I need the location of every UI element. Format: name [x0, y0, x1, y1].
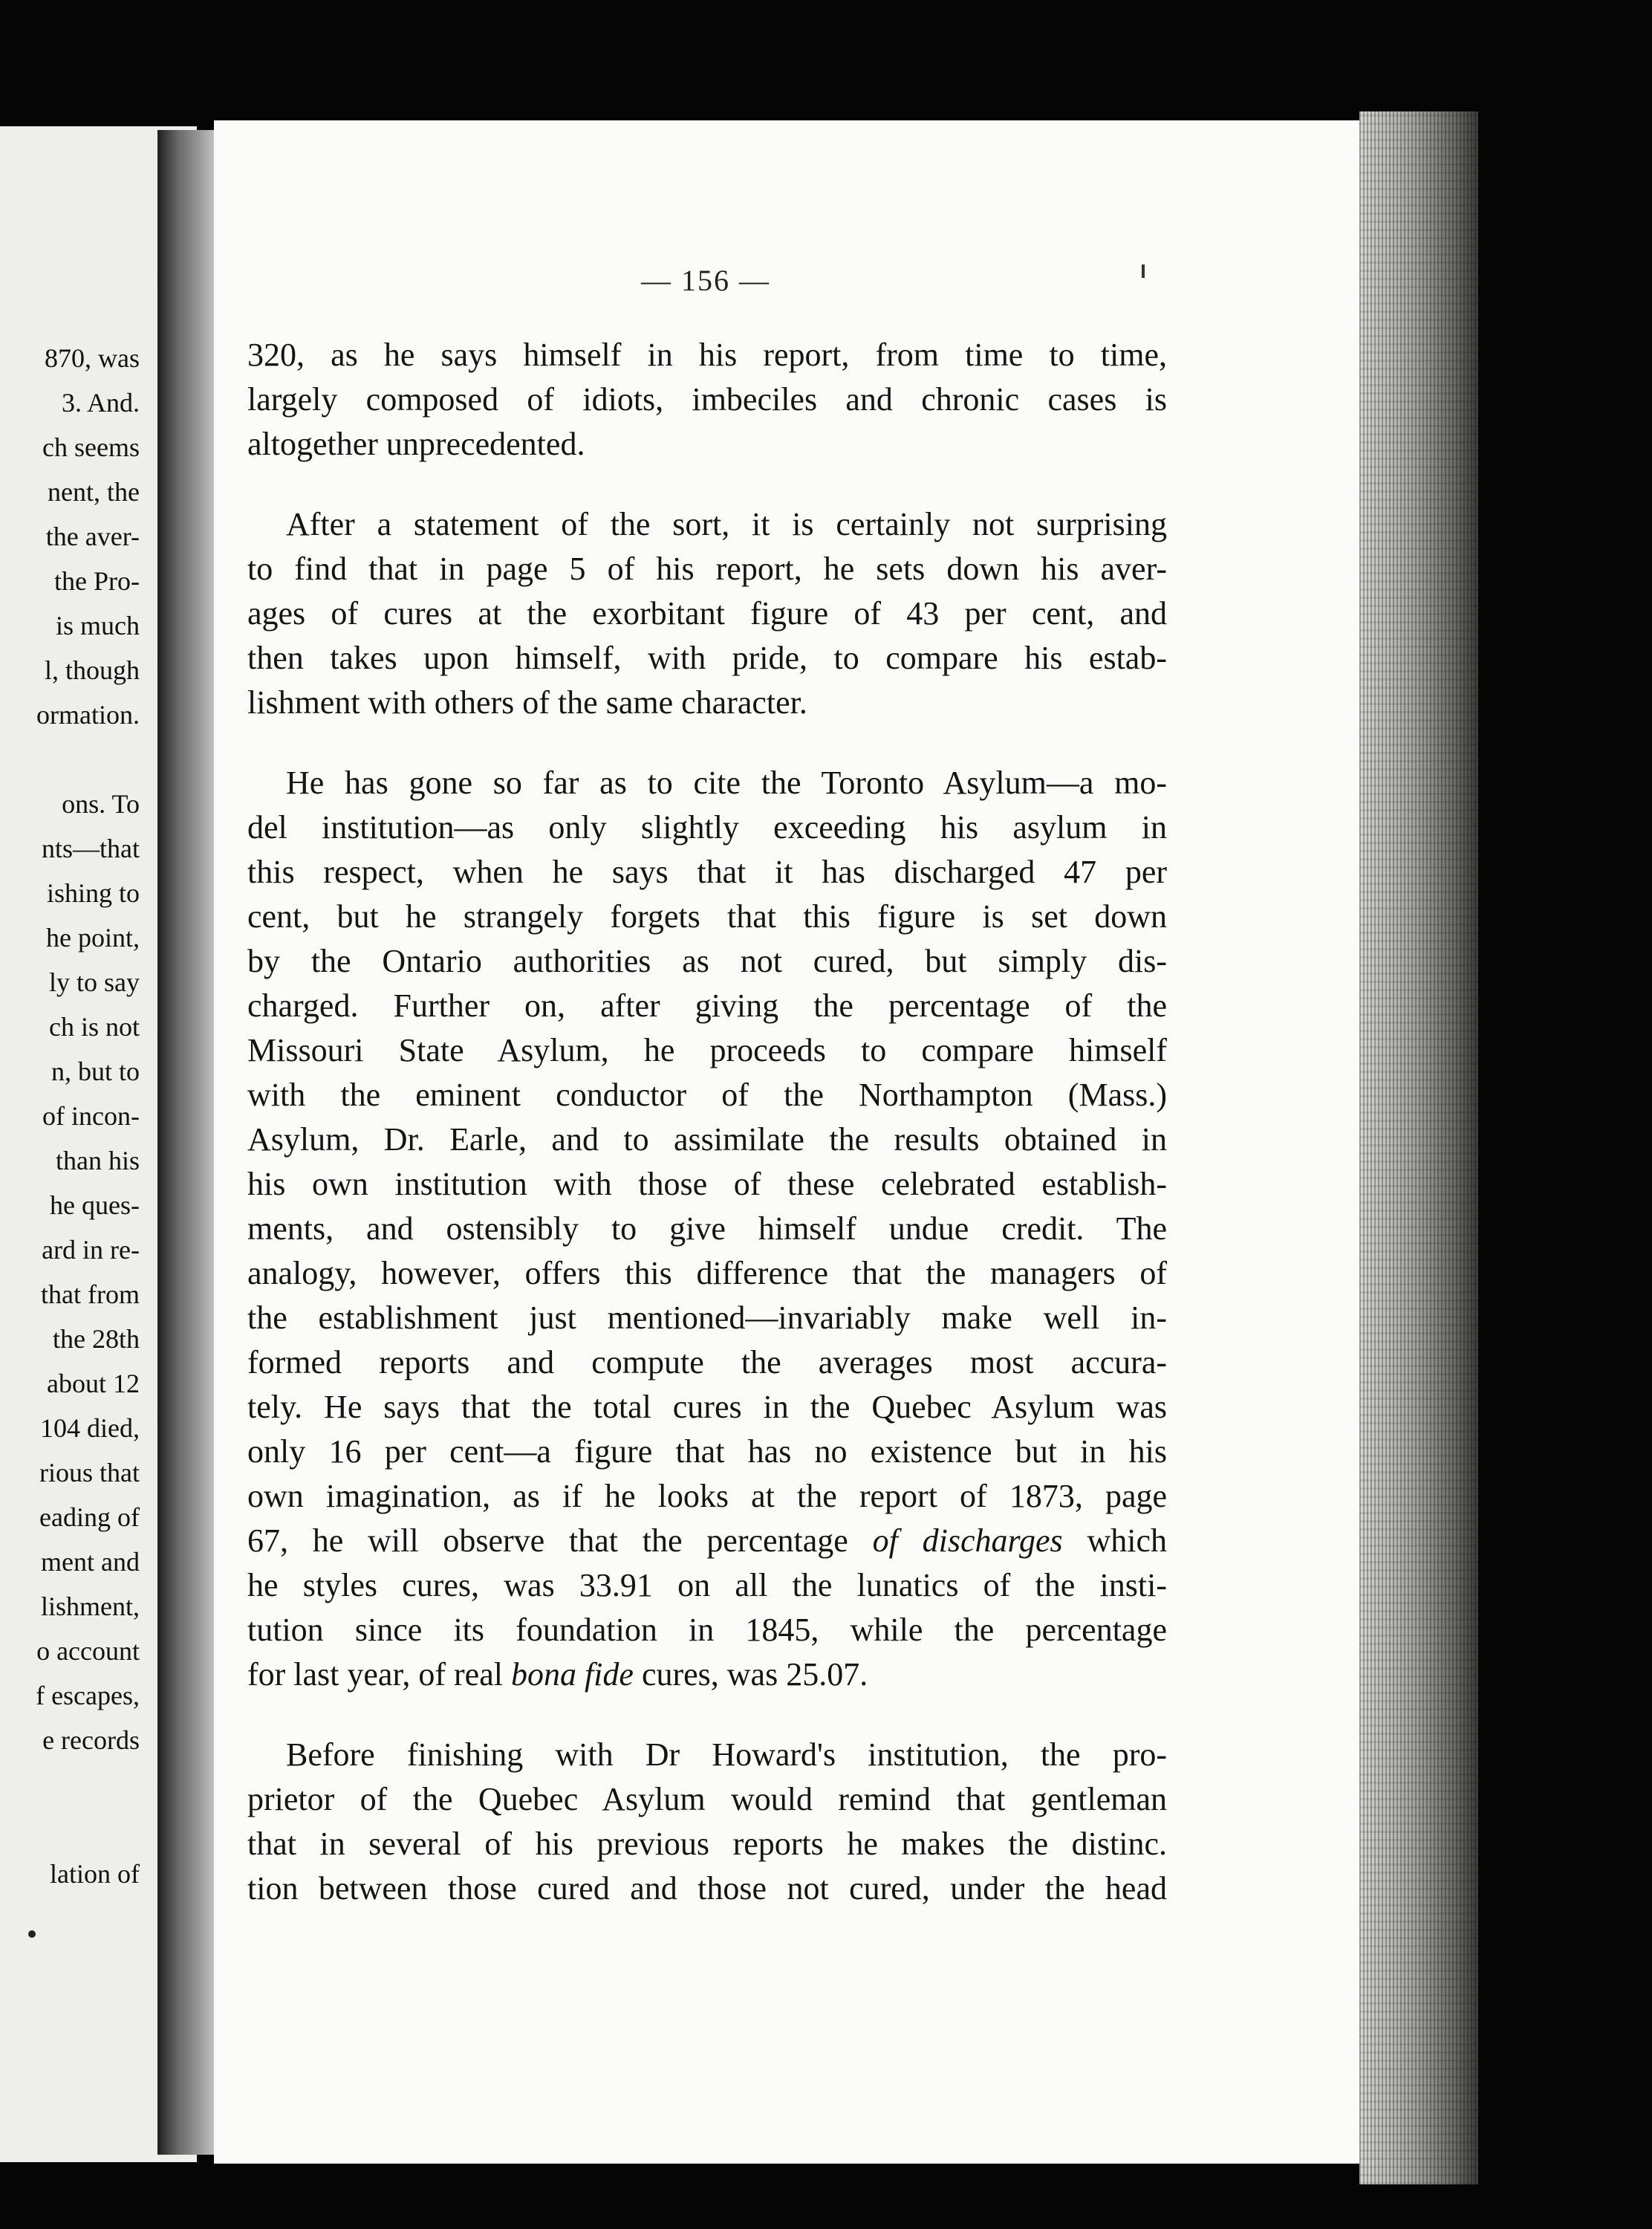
text-line-with-italic [247, 1652, 1167, 1697]
text-line: prietor of the Quebec Asylum would remind that gentleman [247, 1781, 1167, 1817]
facing-line [0, 1762, 140, 1807]
text-line: tely. He says that the total cures in the Quebec Asylum was [247, 1389, 1167, 1425]
page-edge-fore-edge [1359, 111, 1478, 2184]
text-line: Asylum, Dr. Earle, and to assimilate the results obtained in [247, 1121, 1167, 1158]
facing-line: nts—that [42, 834, 140, 863]
facing-line: the aver- [45, 522, 140, 551]
italic-text: bona fide [510, 1656, 634, 1693]
book-gutter [157, 130, 217, 2155]
facing-line: ch seems [42, 432, 140, 462]
text-line: ments, and ostensibly to give himself undue credit. The [247, 1210, 1167, 1247]
ink-mark [1142, 265, 1145, 278]
facing-line: the 28th [53, 1324, 140, 1354]
text-line: cent, but he strangely forgets that this figure is set down [247, 898, 1167, 935]
text-line: the establishment just mentioned—invariably make well in- [247, 1300, 1167, 1336]
facing-line: ishing to [46, 878, 140, 908]
text-line: own imagination, as if he looks at the report of 1873, page [247, 1478, 1167, 1514]
facing-line: the Pro- [54, 566, 140, 596]
page-number: — 156 — [641, 264, 770, 297]
body-text [247, 333, 1167, 1911]
facing-line: ormation. [36, 700, 140, 730]
text-line: After a statement of the sort, it is certainly not surprising [286, 506, 1167, 542]
text-line: his own institution with those of these celebrated establish- [247, 1166, 1167, 1202]
text-run: 67, he will observe that the percentage [247, 1522, 848, 1559]
facing-line: he ques- [50, 1190, 140, 1220]
text-line: tution since its foundation in 1845, while the percentage [247, 1612, 1167, 1648]
text-line: tion between those cured and those not cured, under the head [247, 1870, 1167, 1907]
facing-line: lishment, [41, 1592, 140, 1621]
text-line: only 16 per cent—a figure that has no existence but in his [247, 1433, 1167, 1470]
text-line: Missouri State Asylum, he proceeds to compare himself [247, 1032, 1167, 1068]
text-line: He has gone so far as to cite the Toronto Asylum—a mo- [286, 765, 1167, 801]
facing-line: nent, the [48, 477, 140, 507]
facing-line: l, though [44, 655, 140, 685]
facing-line: 104 died, [40, 1413, 140, 1443]
facing-line: n, but to [51, 1057, 140, 1086]
facing-line: eading of [39, 1502, 140, 1532]
facing-line: ard in re- [42, 1235, 140, 1265]
facing-line: that from [41, 1279, 140, 1309]
text-line: analogy, however, offers this difference that the managers of [247, 1255, 1167, 1291]
facing-line: is much [56, 611, 140, 640]
text-line: this respect, when he says that it has discharged 47 per [247, 854, 1167, 890]
facing-line: o account [36, 1636, 140, 1666]
facing-line: rious that [39, 1458, 140, 1487]
facing-line: about 12 [47, 1369, 140, 1398]
text-line-with-italic [247, 1519, 1167, 1563]
text-line: largely composed of idiots, imbeciles and chronic cases is [247, 381, 1167, 418]
text-line: charged. Further on, after giving the percentage of the [247, 987, 1167, 1024]
text-line: Before finishing with Dr Howard's institution, the pro- [286, 1736, 1167, 1773]
facing-line: ly to say [49, 967, 140, 997]
facing-line [0, 737, 140, 782]
text-run: cures, was 25.07. [641, 1656, 868, 1693]
facing-line: f escapes, [36, 1681, 140, 1710]
paragraph [247, 333, 1167, 467]
facing-line: ons. To [62, 789, 140, 819]
facing-line: he point, [46, 923, 140, 953]
facing-line: of incon- [42, 1101, 140, 1131]
facing-line: 3. And. [61, 388, 140, 418]
text-line: then takes upon himself, with pride, to compare his estab- [247, 640, 1167, 676]
text-line: lishment with others of the same character. [247, 684, 807, 721]
facing-line: e records [42, 1725, 140, 1755]
text-line: he styles cures, was 33.91 on all the lunatics of the insti- [247, 1567, 1167, 1603]
italic-text: of discharges [872, 1522, 1063, 1559]
ink-dot [28, 1930, 36, 1938]
text-line: del institution—as only slightly exceeding his asylum in [247, 809, 1167, 846]
facing-line [0, 1807, 140, 1852]
facing-line: 870, was [45, 343, 140, 373]
text-line: ages of cures at the exorbitant figure of 43 per cent, and [247, 595, 1167, 632]
text-line: 320, as he says himself in his report, from time to time, [247, 337, 1167, 373]
facing-line: ch is not [49, 1012, 140, 1042]
paragraph [247, 502, 1167, 725]
text-line: with the eminent conductor of the Northampton (Mass.) [247, 1077, 1167, 1113]
text-line: by the Ontario authorities as not cured, but simply dis- [247, 943, 1167, 979]
text-line: that in several of his previous reports he makes the distinc. [247, 1826, 1167, 1862]
facing-page-text [0, 336, 140, 1896]
text-line: formed reports and compute the averages most accura- [247, 1344, 1167, 1380]
text-run: which [1087, 1522, 1167, 1559]
facing-line: ment and [41, 1547, 140, 1577]
facing-line: than his [56, 1146, 140, 1175]
paragraph [247, 1733, 1167, 1911]
text-run: for last year, of real [247, 1656, 503, 1693]
text-line: altogether unprecedented. [247, 426, 585, 462]
text-line: to find that in page 5 of his report, he sets down his aver- [247, 551, 1167, 587]
paragraph [247, 761, 1167, 1697]
facing-line: lation of [50, 1859, 140, 1889]
